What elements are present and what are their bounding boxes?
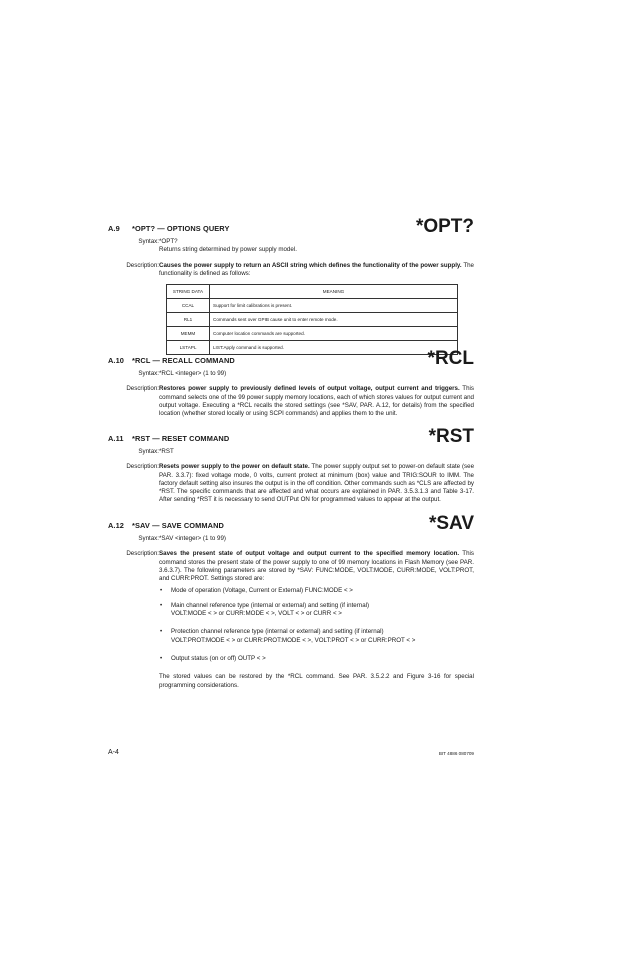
string-data-table <box>166 284 458 355</box>
list-item-text: • Main channel reference type (internal or external) and setting (if internal) <box>171 601 370 609</box>
section-rst <box>108 424 474 505</box>
description-row <box>108 463 474 504</box>
section-header <box>108 214 474 236</box>
syntax-row <box>108 370 474 378</box>
table-cell: CCAL <box>167 299 210 313</box>
syntax-text: *RCL <integer> (1 to 99) <box>159 370 227 377</box>
document-id: BIT 4886 080709 <box>438 751 474 756</box>
description-row <box>108 385 474 418</box>
syntax-label: Syntax: <box>138 238 159 245</box>
page-number: A-4 <box>108 749 119 756</box>
section-title <box>108 224 230 233</box>
command-banner: *OPT? <box>415 216 474 237</box>
command-banner: *RST <box>428 426 474 447</box>
section-rcl <box>108 346 474 418</box>
syntax-label: Syntax: <box>138 370 159 377</box>
description-bold: Saves the present state of output voltage and output current to the specified memory location. <box>159 550 460 558</box>
command-banner: *RCL <box>427 348 474 369</box>
section-heading: *OPT? — OPTIONS QUERY <box>132 224 230 233</box>
syntax-label: Syntax: <box>138 448 159 455</box>
section-heading: *RCL — RECALL COMMAND <box>132 356 235 365</box>
description-text: This command selects one of the 99 power supply memory locations, each of which stores values for output current and output voltage. Executing a *RCL recalls the stored settings (see *SAV, PAR. A.12, for details) from the specified location (whether stored locally or using SCPI commands) and applies them to the unit. <box>159 385 474 418</box>
description-row <box>108 262 474 279</box>
table-header-row <box>167 285 458 299</box>
description-label: Description: <box>126 385 159 393</box>
list-item <box>159 655 474 663</box>
list-item <box>159 602 474 619</box>
description-label: Description: <box>126 550 159 558</box>
section-number: A.9 <box>108 224 120 233</box>
description-bold: Restores power supply to previously defined levels of output voltage, output current and triggers. <box>159 385 460 393</box>
section-title <box>108 356 235 365</box>
description-label: Description: <box>126 463 159 471</box>
syntax-text: *RST <box>159 448 174 455</box>
table-cell: LSTAPL <box>167 341 210 355</box>
command-banner: *SAV <box>428 513 474 534</box>
list-item <box>159 628 474 645</box>
table-cell: LIST:Apply command is supported. <box>210 341 458 355</box>
section-number: A.11 <box>108 434 124 443</box>
syntax-text: *OPT? <box>159 238 178 245</box>
table-cell: MEMM <box>167 327 210 341</box>
list-item-subtext: VOLT:MODE < > or CURR:MODE < >, VOLT < > or CURR < > <box>171 610 342 618</box>
list-item-text: • Protection channel reference type (internal or external) and setting (if internal) <box>171 628 384 636</box>
description-text: The functionality is defined as follows: <box>159 261 475 277</box>
section-number: A.12 <box>108 521 125 530</box>
section-number: A.10 <box>108 356 125 365</box>
description-text: This command stores the present state of the power supply to one of 99 memory locations in Flash Memory (see PAR. 3.6.3.7). The following parameters are stored by *SAV: FUNC:MODE, VOLT:MODE, CURR:MODE, VOLT:PROT, and CURR:PROT. Settings stored are: <box>159 550 474 583</box>
section-header <box>108 511 474 533</box>
section-title <box>108 521 224 530</box>
section-title <box>108 434 229 443</box>
section-heading: *SAV — SAVE COMMAND <box>132 521 224 530</box>
description-row <box>108 550 474 690</box>
section-heading: *RST — RESET COMMAND <box>132 434 230 443</box>
description-bold: Resets power supply to the power on default state. <box>159 463 310 471</box>
table-cell: Computer location commands are supported. <box>210 327 458 341</box>
table-header: STRING DATA <box>167 285 210 299</box>
section-header <box>108 346 474 368</box>
settings-list <box>159 587 474 663</box>
description-bold: Causes the power supply to return an ASCII string which defines the functionality of the power supply. <box>159 261 462 269</box>
syntax-text: *SAV <integer> (1 to 99) <box>159 535 226 542</box>
syntax-row <box>108 448 474 456</box>
description-label: Description: <box>126 261 159 269</box>
syntax-label: Syntax: <box>138 535 159 542</box>
list-item-text: • Output status (on or off) OUTP < > <box>171 654 266 662</box>
table-row <box>167 327 458 341</box>
table-cell: Support for limit calibrations is present. <box>210 299 458 313</box>
syntax-row <box>108 535 474 543</box>
section-opt <box>108 214 474 278</box>
description-text: The power supply output set to power-on default state (see PAR. 3.3.7): fixed voltage mode, 0 volts, current protect at minimum (box) value and TRIG:SOUR to IMM. The factory default setting also insures the output is in the off condition. Other commands such as *CLS are affected by *RST. The specific commands that are affected and what occurs are explained in PAR. 3.5.3.1.3 and Table 3-17. After sending *RST it is necessary to send OUTPut ON for programmed values to appear at the output. <box>159 463 475 504</box>
section-sav <box>108 511 474 690</box>
section-header <box>108 424 474 446</box>
list-item-subtext: VOLT:PROT:MODE < > or CURR:PROT:MODE < >, VOLT:PROT < > or CURR:PROT < > <box>171 636 416 644</box>
syntax-note: Returns string determined by power supply model. <box>159 246 297 254</box>
list-item-text: • Mode of operation (Voltage, Current or External) FUNC:MODE < > <box>171 587 353 595</box>
closing-text: The stored values can be restored by the *RCL command. See PAR. 3.5.2.2 and Figure 3-16 for special programming considerations. <box>159 673 474 689</box>
table-header: MEANING <box>210 285 458 299</box>
table-row <box>167 299 458 313</box>
list-item <box>159 587 474 595</box>
syntax-row <box>108 238 474 255</box>
table-row <box>167 313 458 327</box>
table-cell: RL1 <box>167 313 210 327</box>
table-cell: Commands sent over GPIB cause unit to enter remote mode. <box>210 313 458 327</box>
